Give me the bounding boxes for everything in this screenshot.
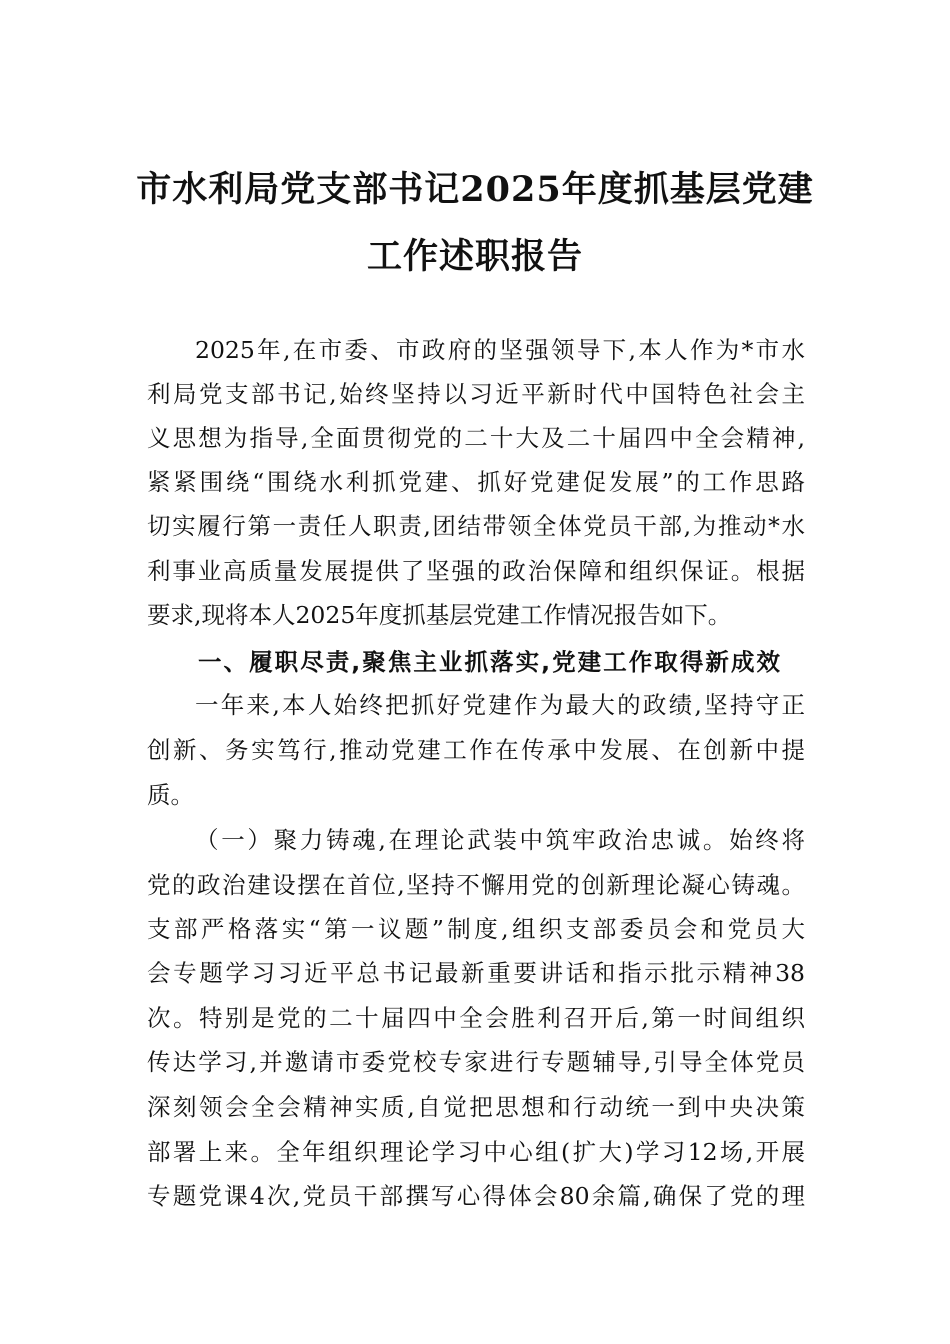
section-heading-1: 一、履职尽责,聚焦主业抓落实,党建工作取得新成效 bbox=[198, 648, 780, 676]
subsection-heading-line: （一）聚力铸魂,在理论武装中筑牢政治忠诚。始终将 bbox=[195, 826, 805, 854]
text-line: 专题党课4次,党员干部撰写心得体会80余篇,确保了党的理 bbox=[147, 1182, 805, 1210]
text-line: 党的政治建设摆在首位,坚持不懈用党的创新理论凝心铸魂。 bbox=[147, 871, 805, 899]
text-line: 利局党支部书记,始终坚持以习近平新时代中国特色社会主 bbox=[147, 380, 805, 408]
text-line: 部署上来。全年组织理论学习中心组(扩大)学习12场,开展 bbox=[147, 1138, 805, 1166]
text-line: 质。 bbox=[147, 781, 194, 809]
text-line: 一年来,本人始终把抓好党建作为最大的政绩,坚持守正 bbox=[195, 691, 805, 719]
title-line-1: 市水利局党支部书记2025年度抓基层党建 bbox=[136, 169, 814, 210]
text-line: 2025年,在市委、市政府的坚强领导下,本人作为*市水 bbox=[195, 336, 805, 364]
text-line: 要求,现将本人2025年度抓基层党建工作情况报告如下。 bbox=[147, 601, 732, 629]
text-line: 紧紧围绕“围绕水利抓党建、抓好党建促发展”的工作思路 bbox=[147, 468, 805, 496]
text-line: 传达学习,并邀请市委党校专家进行专题辅导,引导全体党员 bbox=[147, 1048, 805, 1076]
text-line: 义思想为指导,全面贯彻党的二十大及二十届四中全会精神, bbox=[147, 424, 805, 452]
text-line: 会专题学习习近平总书记最新重要讲话和指示批示精神38 bbox=[147, 959, 805, 987]
text-line: 创新、务实笃行,推动党建工作在传承中发展、在创新中提 bbox=[147, 736, 805, 764]
text-line: 利事业高质量发展提供了坚强的政治保障和组织保证。根据 bbox=[147, 557, 805, 585]
title-line-2: 工作述职报告 bbox=[366, 236, 583, 277]
text-line: 切实履行第一责任人职责,团结带领全体党员干部,为推动*水 bbox=[147, 512, 805, 540]
text-line: 支部严格落实“第一议题”制度,组织支部委员会和党员大 bbox=[147, 915, 805, 943]
text-line: 深刻领会全会精神实质,自觉把思想和行动统一到中央决策 bbox=[147, 1093, 805, 1121]
text-line: 次。特别是党的二十届四中全会胜利召开后,第一时间组织 bbox=[147, 1004, 805, 1032]
